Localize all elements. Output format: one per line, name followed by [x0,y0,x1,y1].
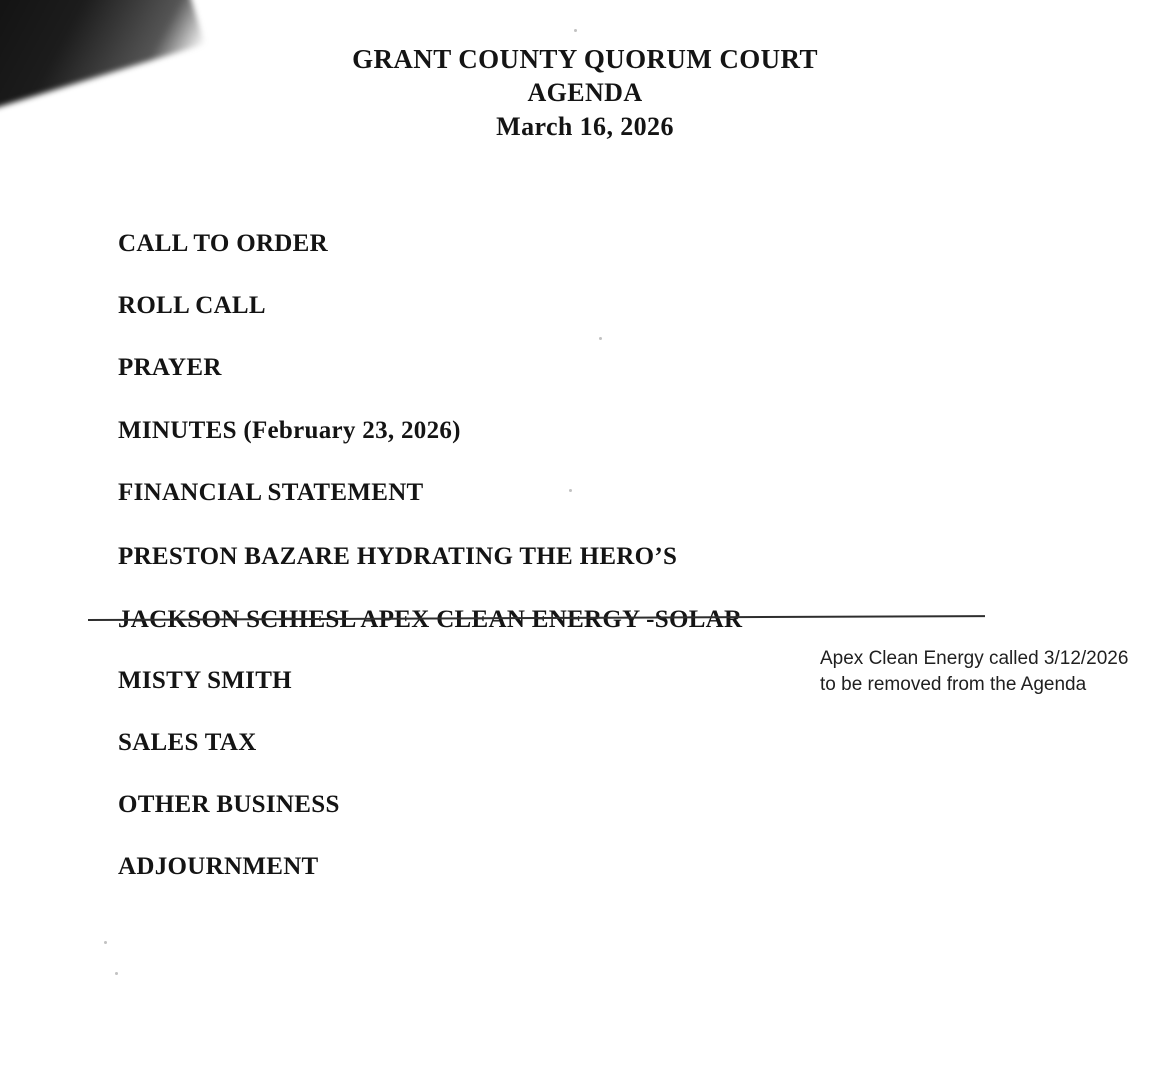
agenda-item-preston-bazare: PRESTON BAZARE HYDRATING THE HERO’S [118,543,678,570]
scan-speck [115,972,118,975]
agenda-item-financial-statement: FINANCIAL STATEMENT [118,479,424,506]
document-date: March 16, 2026 [496,111,674,141]
scan-speck [569,489,572,492]
margin-annotation-line2: to be removed from the Agenda [820,673,1087,695]
agenda-item-sales-tax: SALES TAX [118,729,257,756]
agenda-item-adjournment: ADJOURNMENT [118,853,319,880]
agenda-item-roll-call: ROLL CALL [118,292,266,319]
scan-speck [574,29,577,32]
document-subtitle: AGENDA [527,78,643,108]
agenda-item-jackson-schiesl: JACKSON SCHIESL APEX CLEAN ENERGY -SOLAR [118,606,743,633]
margin-annotation-line1: Apex Clean Energy called 3/12/2026 [820,648,1129,669]
agenda-item-prayer: PRAYER [118,354,222,381]
document-header [0,44,1170,142]
agenda-item-minutes: MINUTES (February 23, 2026) [118,417,461,444]
agenda-item-misty-smith: MISTY SMITH [118,667,292,694]
document-title: GRANT COUNTY QUORUM COURT [352,44,818,74]
margin-annotation [820,646,1160,697]
agenda-item-call-to-order: CALL TO ORDER [118,230,328,257]
agenda-item-other-business: OTHER BUSINESS [118,791,340,818]
scan-speck [599,337,602,340]
scan-speck [104,941,107,944]
